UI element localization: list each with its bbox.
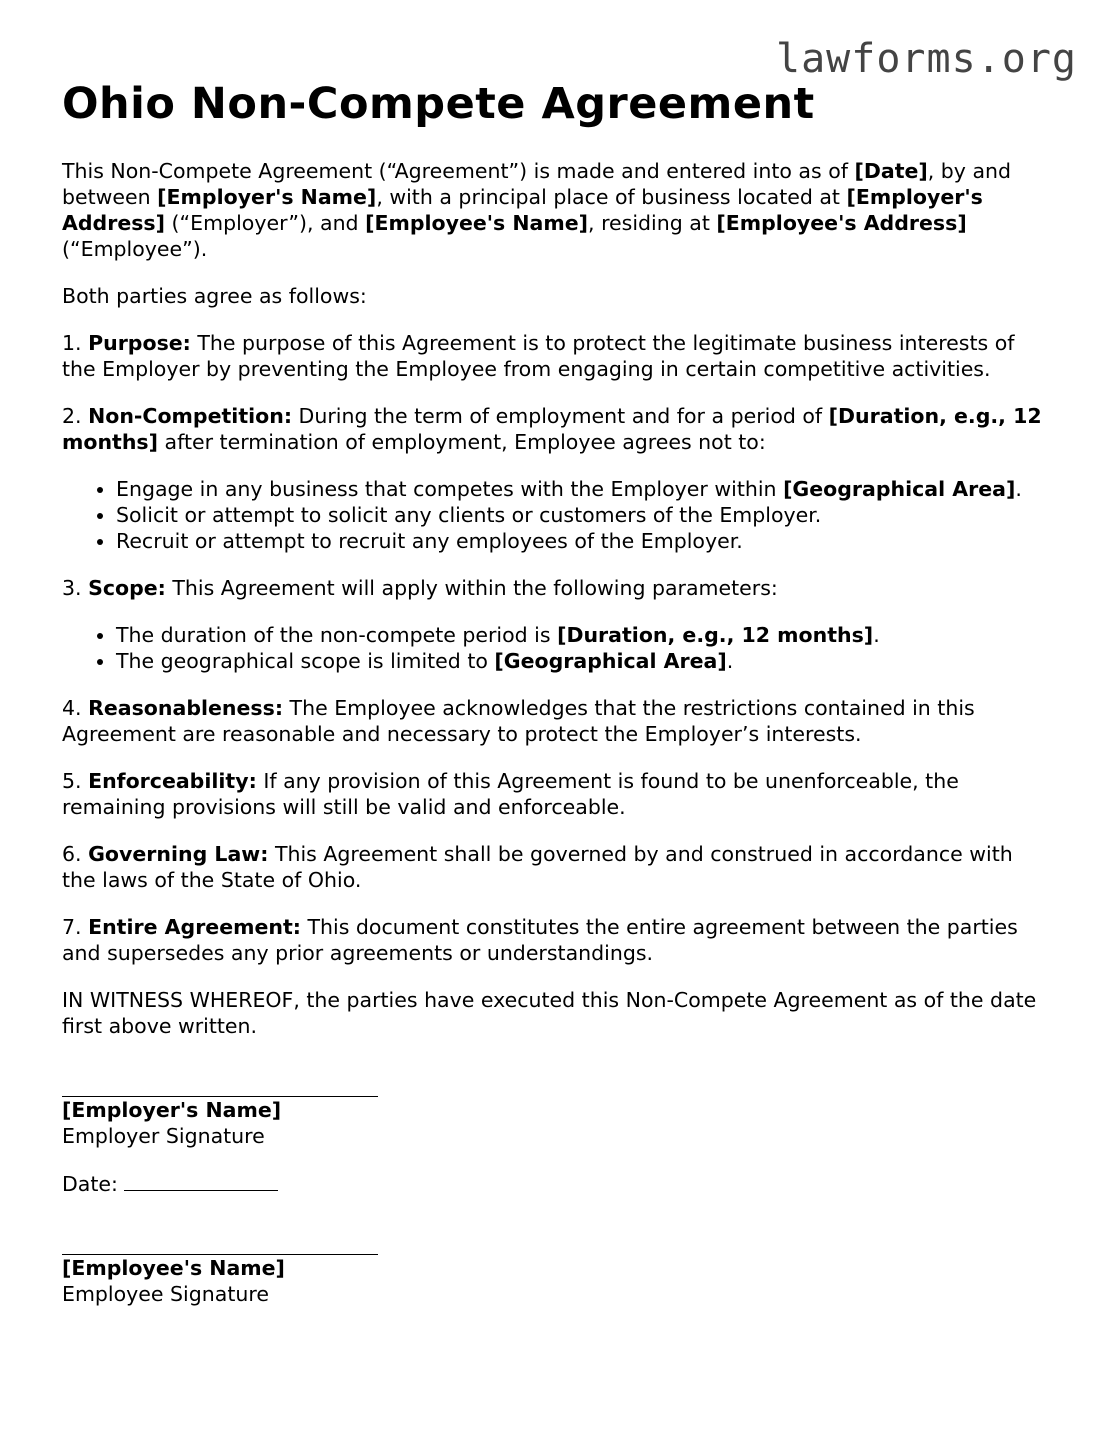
list-item-text: .: [726, 649, 734, 673]
area-placeholder: [Geographical Area]: [783, 477, 1016, 501]
section-number: 6.: [62, 842, 89, 866]
document-page: [62, 78, 1052, 1307]
date-label: Date:: [62, 1172, 125, 1196]
section-governing-law: [62, 841, 1052, 893]
employee-name-label: [62, 1255, 1052, 1281]
intro-text: (“Employee”).: [62, 237, 208, 261]
section-number: 3.: [62, 576, 89, 600]
section-text: The Employee acknowledges that the restrictions contained in this Agreement are reasonable and necessary to protect the Employer’s interests.: [62, 696, 975, 746]
section-number: 2.: [62, 404, 89, 428]
section-text: This Agreement will apply within the following parameters:: [165, 576, 778, 600]
section-text: During the term of employment and for a period of: [292, 404, 829, 428]
list-item: • Solicit or attempt to solicit any clients or customers of the Employer.: [116, 502, 1052, 528]
intro-paragraph: [62, 158, 1052, 262]
list-item-text: .: [873, 623, 880, 647]
date-line[interactable]: [124, 1170, 278, 1191]
section-text: The purpose of this Agreement is to protect the legitimate business interests of the Employer by preventing the Employee from engaging in certain competitive activities.: [62, 331, 1015, 381]
list-item: • Recruit or attempt to recruit any employees of the Employer.: [116, 528, 1052, 554]
employer-signature-line[interactable]: [62, 1070, 378, 1097]
section-text: If any provision of this Agreement is found to be unenforceable, the remaining provisions will still be valid and enforceable.: [62, 769, 959, 819]
intro-text: , by and between: [62, 159, 1012, 209]
section-text: This Agreement shall be governed by and construed in accordance with the laws of the State of Ohio.: [62, 842, 1013, 892]
section-number: 7.: [62, 915, 89, 939]
list-item-text: The duration of the non-compete period is: [116, 623, 558, 647]
duration-placeholder: [Duration, e.g., 12 months]: [62, 404, 1042, 454]
section-heading: Governing Law:: [88, 842, 269, 866]
employee-address-placeholder: [Employee's Address]: [716, 211, 967, 235]
section-enforceability: [62, 768, 1052, 820]
section-number: 5.: [62, 769, 89, 793]
section-non-competition: [62, 403, 1052, 455]
list-item-text: .: [1015, 477, 1022, 501]
list-item: [116, 648, 1052, 674]
employer-signature-block: [62, 1070, 1052, 1197]
employee-name-placeholder: [Employee's Name]: [365, 211, 589, 235]
section-text: after termination of employment, Employee agrees not to:: [158, 430, 766, 454]
list-item-text: The geographical scope is limited to: [116, 649, 495, 673]
employee-signature-block: [62, 1228, 1052, 1307]
list-item: [116, 622, 1052, 648]
employer-signature-label: Employer Signature: [62, 1124, 265, 1148]
section-heading: Scope:: [88, 576, 166, 600]
section-number: 4.: [62, 696, 89, 720]
employer-name-label: [62, 1097, 1052, 1123]
section-heading: Enforceability:: [88, 769, 257, 793]
watermark: lawforms.org: [776, 36, 1077, 82]
intro-text: (“Employer”), and: [165, 211, 366, 235]
section-heading: Purpose:: [88, 331, 191, 355]
section-number: 1.: [62, 331, 89, 355]
section-text: This document constitutes the entire agreement between the parties and supersedes any prior agreements or understandings.: [62, 915, 1018, 965]
employer-name-placeholder: [Employer's Name]: [157, 185, 377, 209]
non-competition-list: [62, 476, 1052, 554]
duration-placeholder: [Duration, e.g., 12 months]: [557, 623, 874, 647]
employer-address-placeholder: [Employer's Address]: [62, 185, 983, 235]
employer-name-text: [Employer's Name]: [62, 1098, 282, 1122]
list-item-text: Engage in any business that competes with the Employer within: [116, 477, 784, 501]
section-heading: Reasonableness:: [88, 696, 284, 720]
scope-list: [62, 622, 1052, 674]
intro-text: , residing at: [588, 211, 717, 235]
section-entire-agreement: [62, 914, 1052, 966]
employee-signature-label: Employee Signature: [62, 1282, 269, 1306]
page-title: Ohio Non-Compete Agreement: [62, 79, 815, 129]
section-scope: [62, 575, 1052, 601]
section-reasonableness: [62, 695, 1052, 747]
intro-text: This Non-Compete Agreement (“Agreement”) is made and entered into as of: [62, 159, 855, 183]
agree-paragraph: Both parties agree as follows:: [62, 284, 367, 308]
section-heading: Entire Agreement:: [88, 915, 301, 939]
area-placeholder: [Geographical Area]: [494, 649, 727, 673]
employee-name-text: [Employee's Name]: [62, 1256, 285, 1280]
witness-paragraph: IN WITNESS WHEREOF, the parties have executed this Non-Compete Agreement as of the date first above written.: [62, 988, 1037, 1038]
section-purpose: [62, 330, 1052, 382]
list-item: [116, 476, 1052, 502]
section-heading: Non-Competition:: [88, 404, 293, 428]
date-row: [62, 1170, 1052, 1197]
intro-text: , with a principal place of business located at: [376, 185, 847, 209]
date-placeholder: [Date]: [854, 159, 928, 183]
employee-signature-line[interactable]: [62, 1228, 378, 1255]
